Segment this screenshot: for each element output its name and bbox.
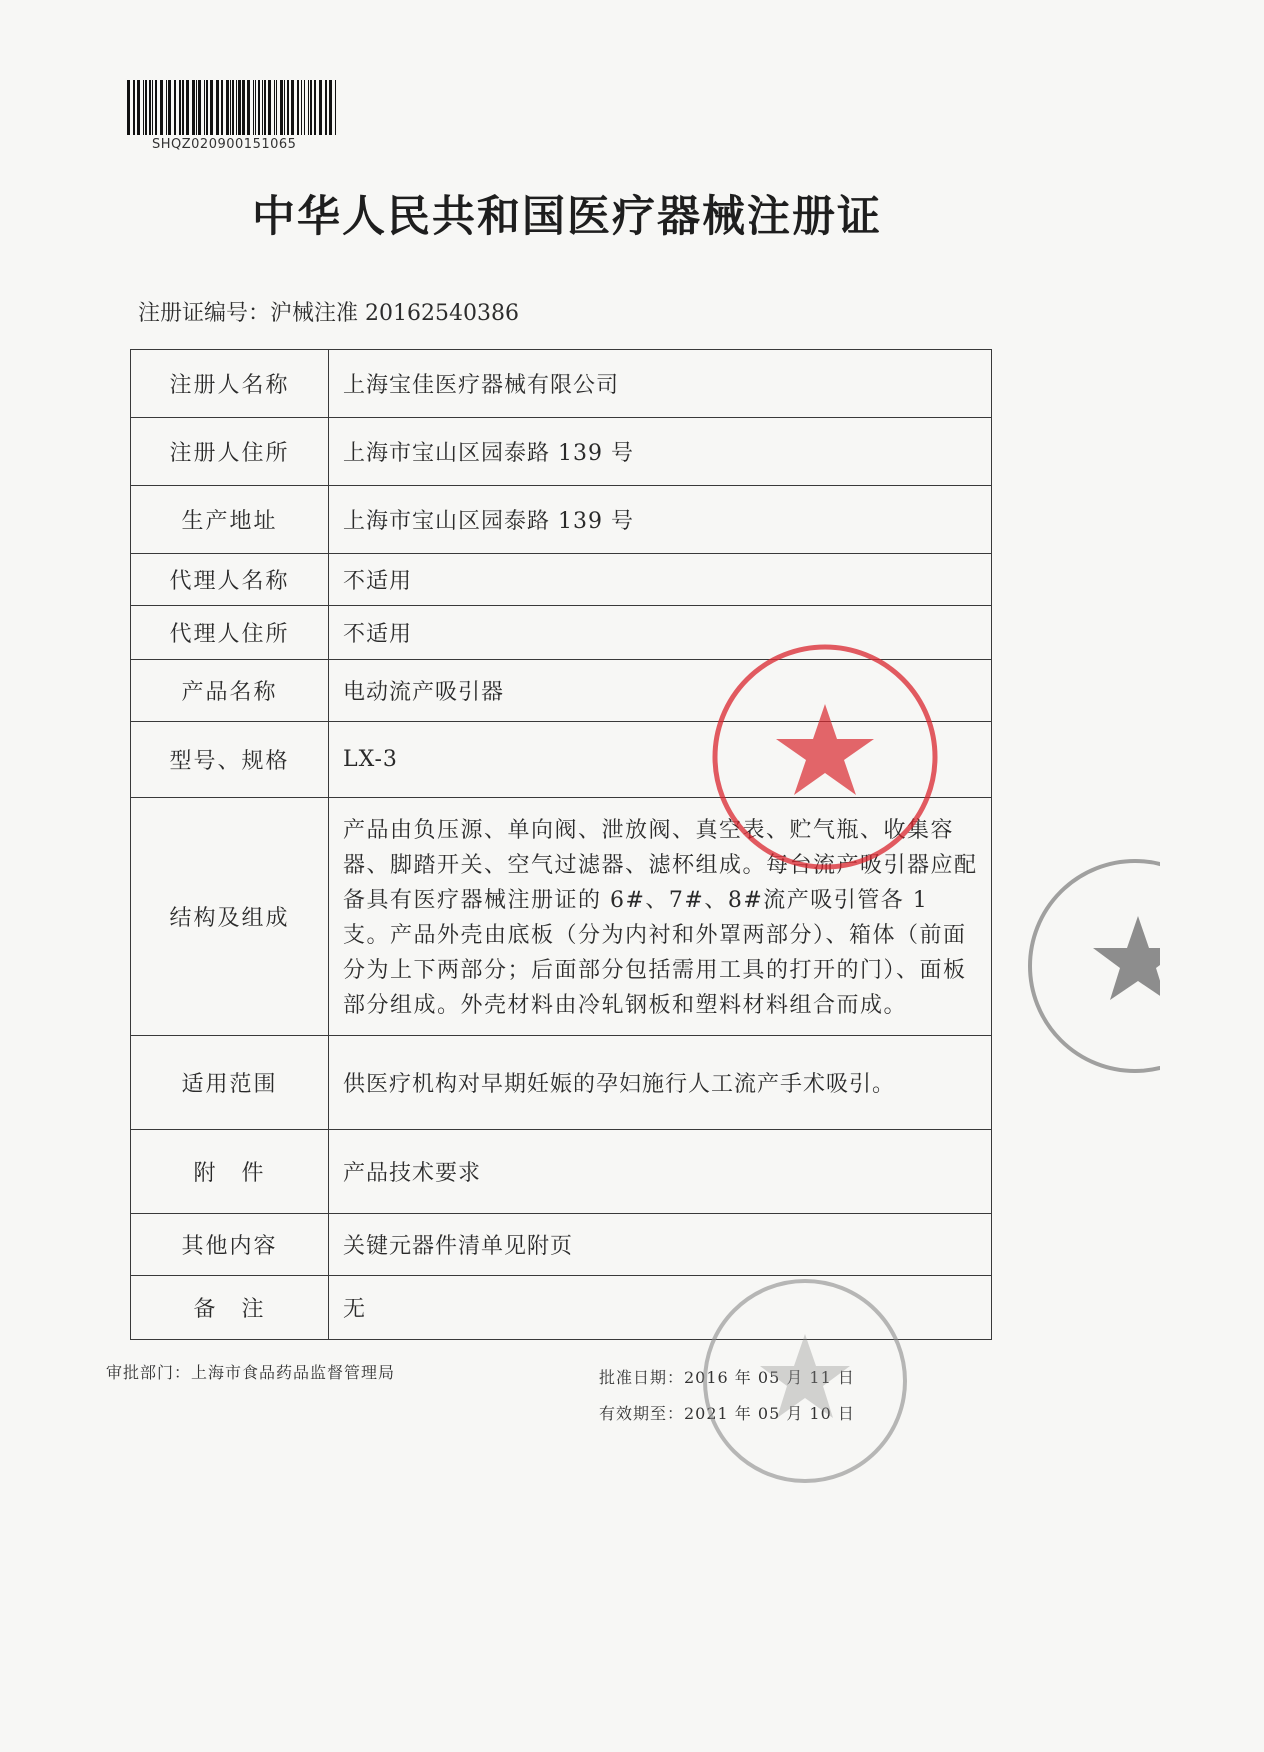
barcode-bar [155, 80, 157, 135]
barcode-bar [335, 80, 336, 135]
barcode-bar [274, 80, 275, 135]
barcode-bar [276, 80, 277, 135]
row-label: 附 件 [131, 1130, 329, 1214]
barcode-bar [230, 80, 231, 135]
barcode-bar [301, 80, 302, 135]
barcode-number: SHQZ020900151065 [152, 137, 297, 152]
table-row [131, 1036, 992, 1130]
table-row [131, 418, 992, 486]
barcode-bar [174, 80, 176, 135]
barcode-bar [310, 80, 312, 135]
barcode-bar [242, 80, 245, 135]
barcode-bar [137, 80, 140, 135]
approval-authority: 审批部门：上海市食品药品监督管理局 [106, 1363, 396, 1382]
barcode-bar [221, 80, 223, 135]
row-label: 注册人名称 [131, 350, 329, 418]
table-row [131, 722, 992, 798]
barcode-bar [168, 80, 171, 135]
row-label: 适用范围 [131, 1036, 329, 1130]
barcode-bar [145, 80, 147, 135]
barcode-bar [143, 80, 144, 135]
row-value: 不适用 [329, 554, 992, 606]
row-value: 电动流产吸引器 [329, 660, 992, 722]
barcode-bar [196, 80, 197, 135]
barcode-bar [182, 80, 184, 135]
barcode-bar [284, 80, 285, 135]
row-value: 关键元器件清单见附页 [329, 1214, 992, 1276]
barcode-bar [325, 80, 327, 135]
approval-date: 批准日期：2016 年 05 月 11 日 [599, 1368, 855, 1387]
barcode-bar [236, 80, 237, 135]
barcode-bar [216, 80, 219, 135]
barcode-bar [247, 80, 250, 135]
row-value: LX-3 [329, 722, 992, 798]
registration-table [130, 349, 992, 1340]
table-row [131, 660, 992, 722]
barcode-bar [198, 80, 201, 135]
row-label: 产品名称 [131, 660, 329, 722]
barcode-bar [160, 80, 163, 135]
barcode-bar [308, 80, 309, 135]
document-title: 中华人民共和国医疗器械注册证 [252, 192, 882, 242]
row-label: 代理人名称 [131, 554, 329, 606]
barcode-bar [152, 80, 153, 135]
barcode-bar [319, 80, 322, 135]
table-row [131, 798, 992, 1036]
barcode-bar [127, 80, 130, 135]
row-label: 注册人住所 [131, 418, 329, 486]
barcode-bar [186, 80, 189, 135]
barcode-bar [210, 80, 213, 135]
barcode-bar [149, 80, 151, 135]
barcode-bar [297, 80, 299, 135]
side-registration-seal [1020, 856, 1160, 1076]
registration-number [138, 296, 519, 327]
row-value: 上海宝佳医疗器械有限公司 [329, 350, 992, 418]
row-label: 生产地址 [131, 486, 329, 554]
barcode-bar [329, 80, 332, 135]
barcode-bar [291, 80, 294, 135]
barcode-bar [258, 80, 260, 135]
barcode-bar [238, 80, 241, 135]
table-row [131, 350, 992, 418]
barcode-bar [268, 80, 271, 135]
row-value: 产品由负压源、单向阀、泄放阀、真空表、贮气瓶、收集容器、脚踏开关、空气过滤器、滤杯组成。每台流产吸引器应配备具有医疗器械注册证的 6#、7#、8#流产吸引管各 1 支。产品外壳由底板（分为内衬和外罩两部分）、箱体（前面分为上下两部分；后面部分包括需用工具的打开的门）、面板部分组成。外壳材料由冷轧钢板和塑料材料组合而成。 [329, 798, 992, 1036]
row-value: 上海市宝山区园泰路 139 号 [329, 486, 992, 554]
row-value: 上海市宝山区园泰路 139 号 [329, 418, 992, 486]
row-label: 代理人住所 [131, 606, 329, 660]
table-row [131, 554, 992, 606]
barcode-image [125, 80, 340, 135]
barcode-bar [264, 80, 266, 135]
barcode-bar [287, 80, 289, 135]
row-value: 产品技术要求 [329, 1130, 992, 1214]
barcode-bar [304, 80, 305, 135]
registration-number-value: 沪械注准 20162540386 [270, 301, 519, 326]
row-label: 其他内容 [131, 1214, 329, 1276]
row-value: 供医疗机构对早期妊娠的孕妇施行人工流产手术吸引。 [329, 1036, 992, 1130]
row-label: 结构及组成 [131, 798, 329, 1036]
table-row [131, 1276, 992, 1340]
barcode-bar [206, 80, 208, 135]
valid-until-date: 有效期至：2021 年 05 月 10 日 [599, 1404, 855, 1423]
barcode-bar [262, 80, 263, 135]
row-value: 无 [329, 1276, 992, 1340]
barcode-bar [253, 80, 254, 135]
barcode-bar [179, 80, 181, 135]
table-row [131, 1214, 992, 1276]
row-value: 不适用 [329, 606, 992, 660]
barcode-bar [255, 80, 256, 135]
barcode-bar [232, 80, 234, 135]
barcode-bar [280, 80, 283, 135]
barcode-bar [166, 80, 167, 135]
barcode-bar [192, 80, 195, 135]
registration-number-label: 注册证编号： [138, 301, 271, 326]
row-label: 型号、规格 [131, 722, 329, 798]
barcode-bar [204, 80, 205, 135]
table-row [131, 1130, 992, 1214]
barcode-bar [314, 80, 316, 135]
table-row [131, 606, 992, 660]
row-label: 备 注 [131, 1276, 329, 1340]
barcode-bar [133, 80, 135, 135]
table-row [131, 486, 992, 554]
barcode-bar [226, 80, 229, 135]
